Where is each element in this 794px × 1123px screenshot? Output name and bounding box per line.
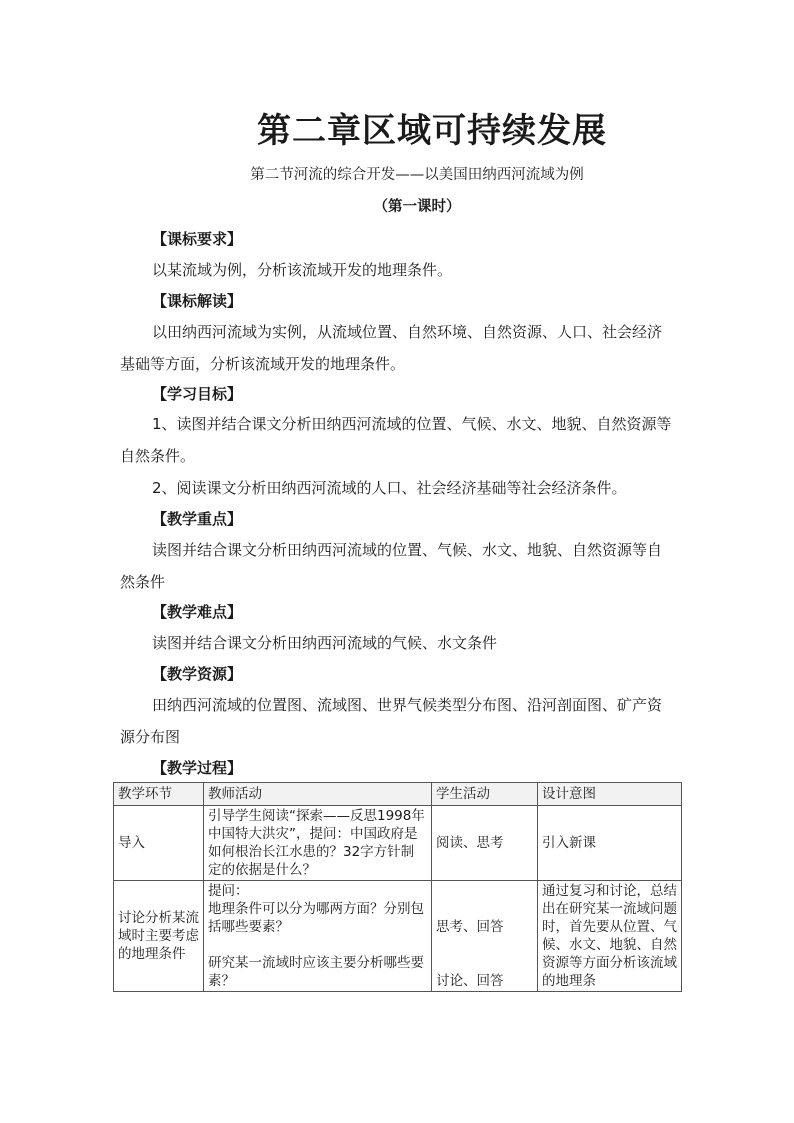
cell-student-activity (432, 881, 538, 992)
table-row (114, 881, 682, 992)
header-student-activity: 学生活动 (432, 783, 538, 806)
cell-teacher-activity: 引导学生阅读“探索——反思1998年中国特大洪灾”，提问：中国政府是如何根治长江水患的？32字方针制定的依据是什么？ (204, 806, 432, 881)
cell-design-intent: 通过复习和讨论，总结出在研究某一流域问题时，首先要从位置、气候、水文、地貌、自然资源等方面分析该流域的地理条 (538, 881, 682, 992)
table-header-row (114, 783, 682, 806)
header-teacher-activity: 教师活动 (204, 783, 432, 806)
cell-stage: 讨论分析某流域时主要考虑的地理条件 (114, 881, 204, 992)
text-learning-goal-1: 1、读图并结合课文分析田纳西河流域的位置、气候、水文、地貌、自然资源等自然条件。 (120, 415, 672, 465)
cell-student-activity: 阅读、思考 (432, 806, 538, 881)
cell-stage: 导入 (114, 806, 204, 881)
text-key-points: 读图并结合课文分析田纳西河流域的位置、气候、水文、地貌、自然资源等自然条件 (120, 541, 663, 591)
heading-standard-interpretation: 【课标解读】 (152, 292, 243, 310)
text-standard-requirement: 以某流域为例，分析该流域开发的地理条件。 (152, 261, 453, 279)
heading-key-points: 【教学重点】 (152, 510, 243, 528)
text-resources: 田纳西河流域的位置图、流域图、世界气候类型分布图、沿河剖面图、矿产资源分布图 (120, 696, 663, 746)
chapter-title: 第二章区域可持续发展 (257, 111, 607, 151)
heading-teaching-process: 【教学过程】 (152, 759, 243, 777)
heading-difficulties: 【教学难点】 (152, 603, 243, 621)
header-design-intent: 设计意图 (538, 783, 682, 806)
heading-learning-goals: 【学习目标】 (152, 385, 243, 403)
section-subtitle: 第二节河流的综合开发——以美国田纳西河流域为例 (250, 167, 584, 183)
teacher-question-2: 研究某一流域时应该主要分析哪些要素？ (208, 955, 424, 989)
heading-standard-requirement: 【课标要求】 (152, 230, 243, 248)
table-row (114, 806, 682, 881)
student-activity-2: 讨论、回答 (436, 973, 504, 989)
header-stage: 教学环节 (114, 783, 204, 806)
cell-teacher-activity (204, 881, 432, 992)
cell-design-intent: 引入新课 (538, 806, 682, 881)
teacher-prompt-label: 提问： (208, 883, 249, 899)
text-learning-goal-2: 2、阅读课文分析田纳西河流域的人口、社会经济基础等社会经济条件。 (152, 479, 627, 497)
heading-resources: 【教学资源】 (152, 665, 243, 683)
teacher-question-1: 地理条件可以分为哪两方面？分别包括哪些要素？ (208, 901, 424, 935)
lesson-label: （第一课时） (373, 199, 461, 215)
teaching-process-table (113, 782, 682, 992)
text-standard-interpretation: 以田纳西河流域为实例，从流域位置、自然环境、自然资源、人口、社会经济基础等方面，分析该流域开发的地理条件。 (120, 323, 663, 373)
text-difficulties: 读图并结合课文分析田纳西河流域的气候、水文条件 (152, 634, 498, 652)
student-activity-1: 思考、回答 (436, 919, 504, 935)
